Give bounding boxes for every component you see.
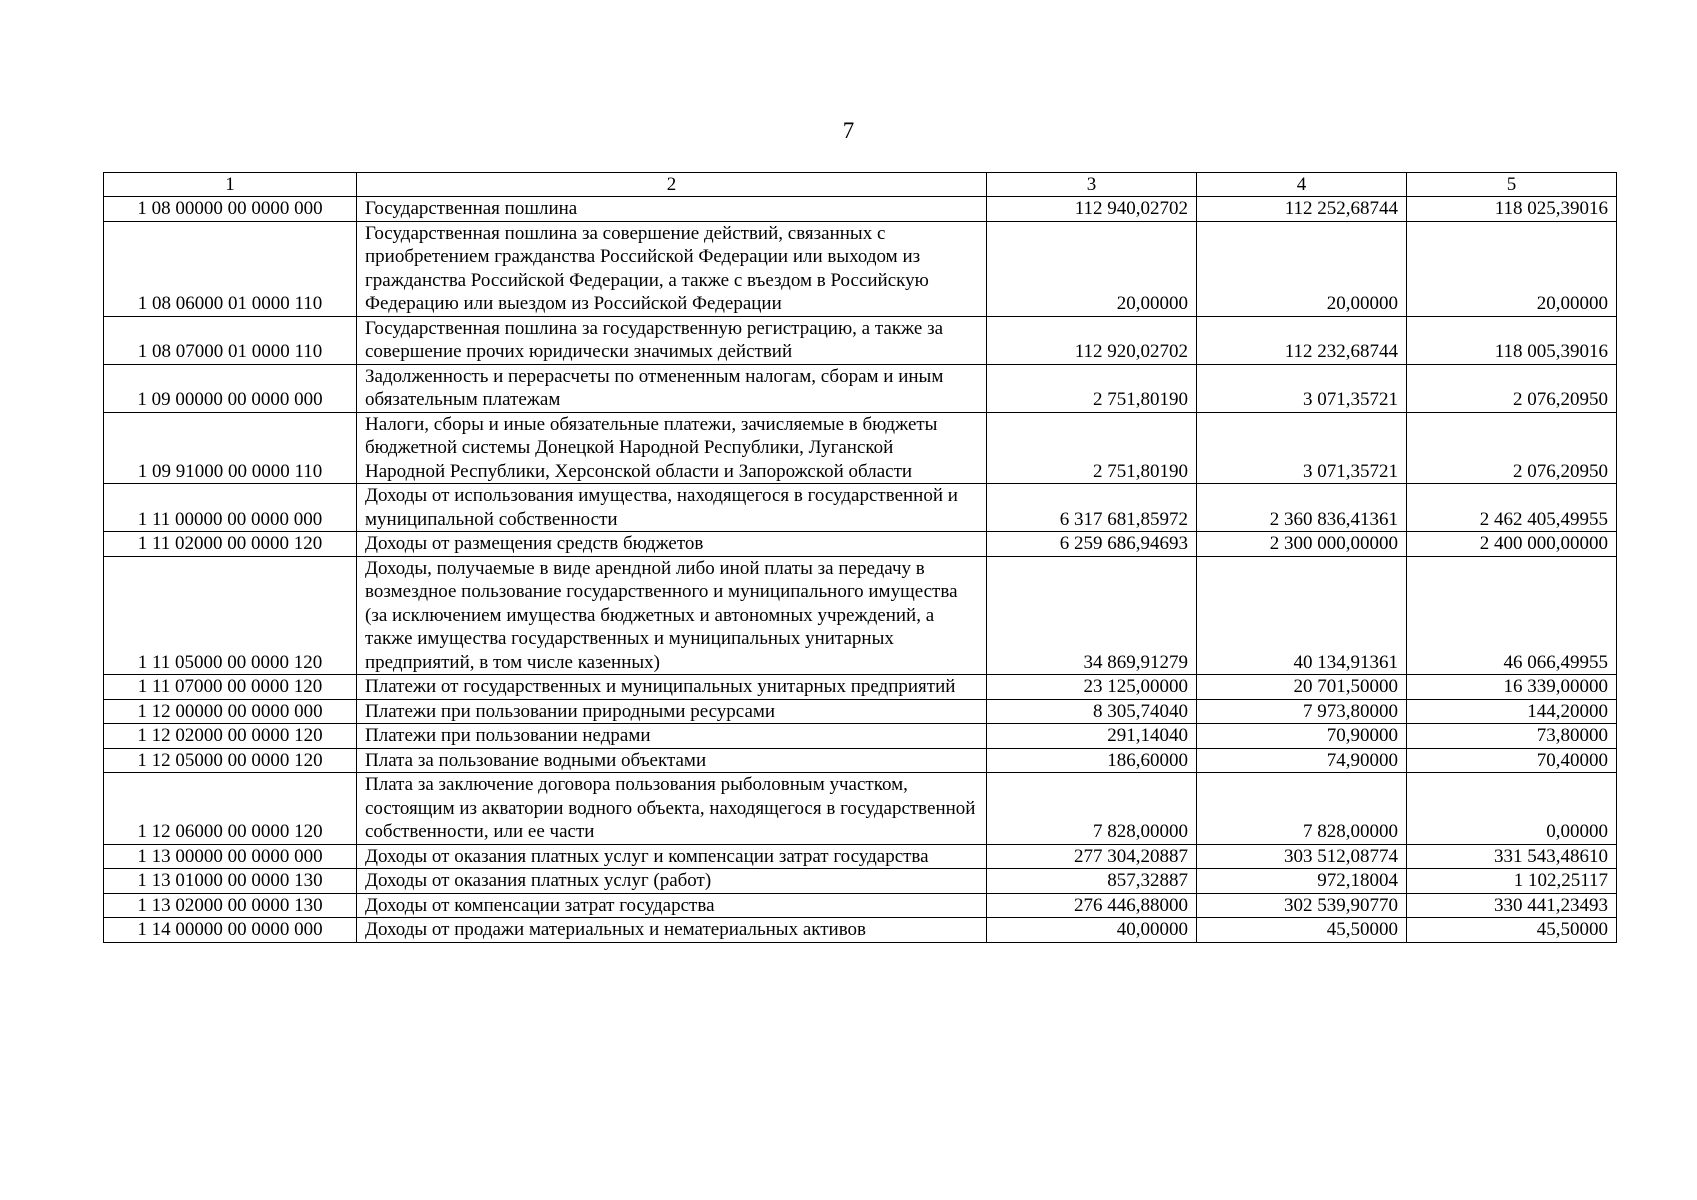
row-value-col5-cell: 16 339,00000 bbox=[1407, 675, 1617, 700]
row-name-cell: Доходы от размещения средств бюджетов bbox=[357, 532, 987, 557]
row-value-col3-cell: 277 304,20887 bbox=[987, 844, 1197, 869]
row-code-cell: 1 11 05000 00 0000 120 bbox=[104, 556, 357, 675]
column-header-3: 3 bbox=[987, 173, 1197, 197]
row-value-col5-cell: 73,80000 bbox=[1407, 724, 1617, 749]
row-name-cell: Доходы от оказания платных услуг (работ) bbox=[357, 869, 987, 894]
row-code-cell: 1 14 00000 00 0000 000 bbox=[104, 918, 357, 943]
row-value-col4-cell: 302 539,90770 bbox=[1197, 893, 1407, 918]
row-name-cell: Плата за заключение договора пользования рыболовным участком, состоящим из акватории водного объекта, находящегося в государственной собственности, или ее части bbox=[357, 773, 987, 845]
row-code-cell: 1 12 05000 00 0000 120 bbox=[104, 748, 357, 773]
table-body bbox=[104, 197, 1617, 943]
row-code-cell: 1 11 07000 00 0000 120 bbox=[104, 675, 357, 700]
row-value-col4-cell: 112 232,68744 bbox=[1197, 316, 1407, 364]
row-name-cell: Государственная пошлина за государственную регистрацию, а также за совершение прочих юридически значимых действий bbox=[357, 316, 987, 364]
table-row bbox=[104, 844, 1617, 869]
row-name-cell: Платежи от государственных и муниципальных унитарных предприятий bbox=[357, 675, 987, 700]
row-value-col5-cell: 2 462 405,49955 bbox=[1407, 484, 1617, 532]
row-code-cell: 1 12 00000 00 0000 000 bbox=[104, 699, 357, 724]
row-code-cell: 1 11 02000 00 0000 120 bbox=[104, 532, 357, 557]
table-row bbox=[104, 316, 1617, 364]
row-value-col4-cell: 2 360 836,41361 bbox=[1197, 484, 1407, 532]
row-value-col3-cell: 276 446,88000 bbox=[987, 893, 1197, 918]
row-name-cell: Платежи при пользовании недрами bbox=[357, 724, 987, 749]
row-value-col3-cell: 7 828,00000 bbox=[987, 773, 1197, 845]
row-value-col5-cell: 118 005,39016 bbox=[1407, 316, 1617, 364]
row-code-cell: 1 09 00000 00 0000 000 bbox=[104, 364, 357, 412]
table-row bbox=[104, 675, 1617, 700]
row-value-col5-cell: 45,50000 bbox=[1407, 918, 1617, 943]
row-value-col3-cell: 6 259 686,94693 bbox=[987, 532, 1197, 557]
row-value-col3-cell: 6 317 681,85972 bbox=[987, 484, 1197, 532]
row-value-col4-cell: 3 071,35721 bbox=[1197, 412, 1407, 484]
row-value-col4-cell: 2 300 000,00000 bbox=[1197, 532, 1407, 557]
row-name-cell: Доходы, получаемые в виде арендной либо иной платы за передачу в возмездное пользование государственного и муниципального имущества (за исключением имущества бюджетных и автономных учреждений, а также имущества государственных и муниципальных унитарных предприятий, в том числе казенных) bbox=[357, 556, 987, 675]
table-header-row bbox=[104, 173, 1617, 197]
row-value-col5-cell: 118 025,39016 bbox=[1407, 197, 1617, 222]
row-value-col4-cell: 112 252,68744 bbox=[1197, 197, 1407, 222]
row-value-col4-cell: 45,50000 bbox=[1197, 918, 1407, 943]
row-value-col3-cell: 23 125,00000 bbox=[987, 675, 1197, 700]
row-code-cell: 1 08 00000 00 0000 000 bbox=[104, 197, 357, 222]
row-value-col5-cell: 46 066,49955 bbox=[1407, 556, 1617, 675]
row-value-col3-cell: 2 751,80190 bbox=[987, 364, 1197, 412]
table-row bbox=[104, 532, 1617, 557]
budget-table bbox=[103, 172, 1617, 943]
row-value-col4-cell: 303 512,08774 bbox=[1197, 844, 1407, 869]
row-code-cell: 1 12 02000 00 0000 120 bbox=[104, 724, 357, 749]
row-value-col3-cell: 34 869,91279 bbox=[987, 556, 1197, 675]
row-value-col4-cell: 7 828,00000 bbox=[1197, 773, 1407, 845]
table-row bbox=[104, 364, 1617, 412]
row-value-col4-cell: 7 973,80000 bbox=[1197, 699, 1407, 724]
row-value-col5-cell: 20,00000 bbox=[1407, 221, 1617, 316]
row-value-col4-cell: 74,90000 bbox=[1197, 748, 1407, 773]
row-value-col3-cell: 186,60000 bbox=[987, 748, 1197, 773]
column-header-4: 4 bbox=[1197, 173, 1407, 197]
row-name-cell: Задолженность и перерасчеты по отмененным налогам, сборам и иным обязательным платежам bbox=[357, 364, 987, 412]
row-name-cell: Плата за пользование водными объектами bbox=[357, 748, 987, 773]
column-header-2: 2 bbox=[357, 173, 987, 197]
row-value-col4-cell: 20 701,50000 bbox=[1197, 675, 1407, 700]
row-value-col5-cell: 331 543,48610 bbox=[1407, 844, 1617, 869]
row-name-cell: Платежи при пользовании природными ресурсами bbox=[357, 699, 987, 724]
row-name-cell: Налоги, сборы и иные обязательные платежи, зачисляемые в бюджеты бюджетной системы Донецкой Народной Республики, Луганской Народной Республики, Херсонской области и Запорожской области bbox=[357, 412, 987, 484]
row-value-col4-cell: 972,18004 bbox=[1197, 869, 1407, 894]
row-name-cell: Доходы от компенсации затрат государства bbox=[357, 893, 987, 918]
row-value-col3-cell: 8 305,74040 bbox=[987, 699, 1197, 724]
row-value-col5-cell: 2 076,20950 bbox=[1407, 364, 1617, 412]
table-row bbox=[104, 221, 1617, 316]
table-row bbox=[104, 724, 1617, 749]
row-code-cell: 1 08 07000 01 0000 110 bbox=[104, 316, 357, 364]
table-row bbox=[104, 699, 1617, 724]
row-value-col5-cell: 144,20000 bbox=[1407, 699, 1617, 724]
row-code-cell: 1 09 91000 00 0000 110 bbox=[104, 412, 357, 484]
row-name-cell: Доходы от использования имущества, находящегося в государственной и муниципальной собственности bbox=[357, 484, 987, 532]
row-value-col3-cell: 857,32887 bbox=[987, 869, 1197, 894]
row-value-col3-cell: 112 920,02702 bbox=[987, 316, 1197, 364]
row-name-cell: Государственная пошлина за совершение действий, связанных с приобретением гражданства Российской Федерации или выходом из гражданства Российской Федерации, а также с въездом в Российскую Федерацию или выездом из Российской Федерации bbox=[357, 221, 987, 316]
row-name-cell: Государственная пошлина bbox=[357, 197, 987, 222]
row-value-col4-cell: 3 071,35721 bbox=[1197, 364, 1407, 412]
row-code-cell: 1 13 00000 00 0000 000 bbox=[104, 844, 357, 869]
table-row bbox=[104, 412, 1617, 484]
table-row bbox=[104, 197, 1617, 222]
row-code-cell: 1 08 06000 01 0000 110 bbox=[104, 221, 357, 316]
row-value-col4-cell: 40 134,91361 bbox=[1197, 556, 1407, 675]
row-value-col3-cell: 2 751,80190 bbox=[987, 412, 1197, 484]
row-value-col3-cell: 291,14040 bbox=[987, 724, 1197, 749]
column-header-1: 1 bbox=[104, 173, 357, 197]
table-row bbox=[104, 748, 1617, 773]
row-value-col5-cell: 70,40000 bbox=[1407, 748, 1617, 773]
table-row bbox=[104, 556, 1617, 675]
row-code-cell: 1 13 01000 00 0000 130 bbox=[104, 869, 357, 894]
row-value-col5-cell: 2 400 000,00000 bbox=[1407, 532, 1617, 557]
row-value-col4-cell: 70,90000 bbox=[1197, 724, 1407, 749]
table-row bbox=[104, 484, 1617, 532]
row-code-cell: 1 12 06000 00 0000 120 bbox=[104, 773, 357, 845]
row-value-col5-cell: 330 441,23493 bbox=[1407, 893, 1617, 918]
row-code-cell: 1 11 00000 00 0000 000 bbox=[104, 484, 357, 532]
row-name-cell: Доходы от продажи материальных и нематериальных активов bbox=[357, 918, 987, 943]
row-value-col5-cell: 0,00000 bbox=[1407, 773, 1617, 845]
row-code-cell: 1 13 02000 00 0000 130 bbox=[104, 893, 357, 918]
row-value-col5-cell: 1 102,25117 bbox=[1407, 869, 1617, 894]
row-value-col4-cell: 20,00000 bbox=[1197, 221, 1407, 316]
table-row bbox=[104, 918, 1617, 943]
table-row bbox=[104, 869, 1617, 894]
row-value-col3-cell: 112 940,02702 bbox=[987, 197, 1197, 222]
row-name-cell: Доходы от оказания платных услуг и компенсации затрат государства bbox=[357, 844, 987, 869]
page-number: 7 bbox=[842, 118, 855, 143]
table-row bbox=[104, 893, 1617, 918]
table-row bbox=[104, 773, 1617, 845]
row-value-col3-cell: 40,00000 bbox=[987, 918, 1197, 943]
row-value-col5-cell: 2 076,20950 bbox=[1407, 412, 1617, 484]
column-header-5: 5 bbox=[1407, 173, 1617, 197]
row-value-col3-cell: 20,00000 bbox=[987, 221, 1197, 316]
